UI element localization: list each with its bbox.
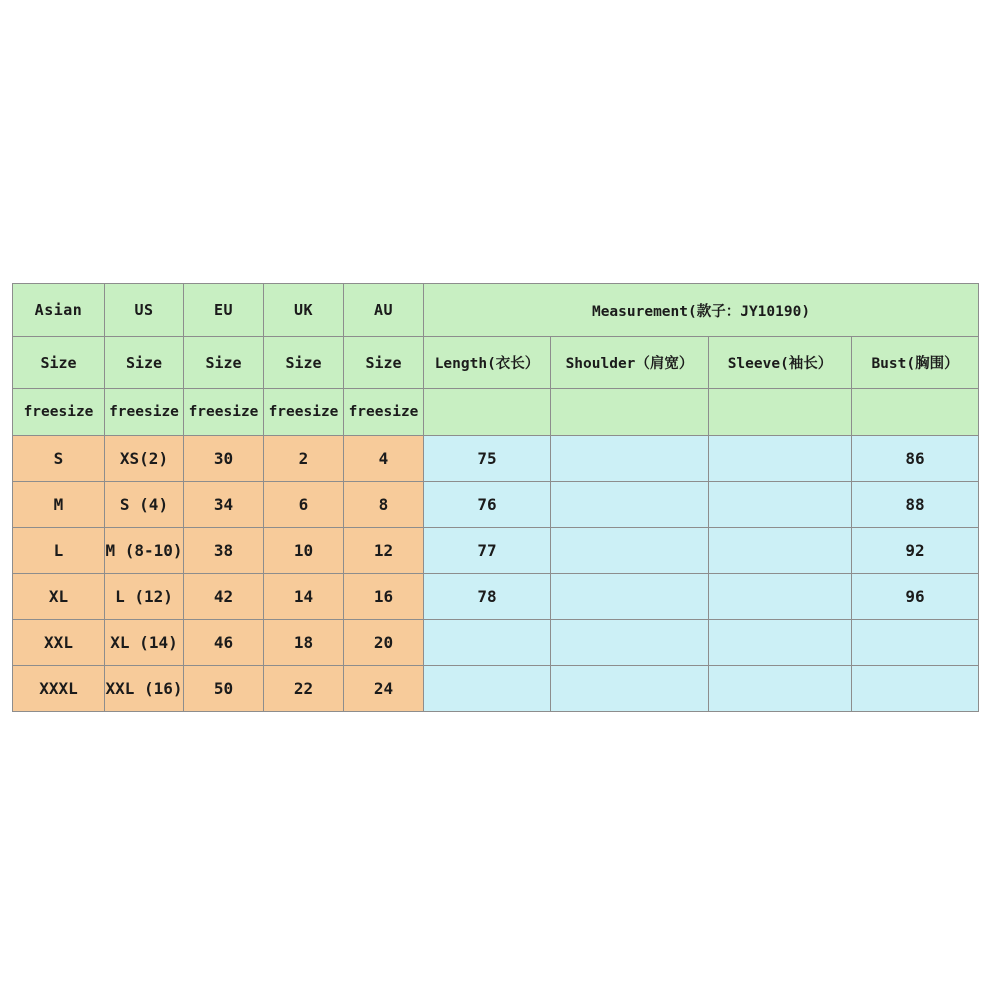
freesize-bust	[852, 389, 979, 436]
column-header-eu: EU	[184, 284, 264, 337]
subheader-uk-size: Size	[264, 337, 344, 389]
freesize-sleeve	[709, 389, 852, 436]
table-header-row	[13, 284, 979, 337]
cell-shoulder	[551, 666, 709, 712]
cell-sleeve	[709, 436, 852, 482]
freesize-shoulder	[551, 389, 709, 436]
cell-uk: 14	[264, 574, 344, 620]
subheader-shoulder: Shoulder（肩宽）	[551, 337, 709, 389]
cell-asian: L	[13, 528, 105, 574]
cell-shoulder	[551, 620, 709, 666]
cell-uk: 2	[264, 436, 344, 482]
freesize-asian: freesize	[13, 389, 105, 436]
cell-eu: 46	[184, 620, 264, 666]
size-chart-container	[12, 283, 978, 712]
subheader-sleeve: Sleeve(袖长）	[709, 337, 852, 389]
cell-asian: S	[13, 436, 105, 482]
table-row-freesize	[13, 389, 979, 436]
cell-bust: 96	[852, 574, 979, 620]
cell-us: M (8-10)	[105, 528, 184, 574]
cell-au: 24	[344, 666, 424, 712]
cell-au: 12	[344, 528, 424, 574]
cell-uk: 22	[264, 666, 344, 712]
subheader-eu-size: Size	[184, 337, 264, 389]
cell-eu: 30	[184, 436, 264, 482]
subheader-au-size: Size	[344, 337, 424, 389]
freesize-au: freesize	[344, 389, 424, 436]
cell-us: XL (14)	[105, 620, 184, 666]
cell-eu: 34	[184, 482, 264, 528]
cell-sleeve	[709, 482, 852, 528]
cell-shoulder	[551, 574, 709, 620]
cell-au: 4	[344, 436, 424, 482]
table-row	[13, 436, 979, 482]
column-header-measurement: Measurement(款子：JY10190)	[424, 284, 979, 337]
table-subheader-row	[13, 337, 979, 389]
cell-au: 20	[344, 620, 424, 666]
column-header-us: US	[105, 284, 184, 337]
cell-length	[424, 666, 551, 712]
column-header-asian: Asian	[13, 284, 105, 337]
table-row	[13, 620, 979, 666]
table-row	[13, 574, 979, 620]
freesize-eu: freesize	[184, 389, 264, 436]
cell-uk: 18	[264, 620, 344, 666]
cell-us: S (4)	[105, 482, 184, 528]
cell-au: 8	[344, 482, 424, 528]
table-row	[13, 528, 979, 574]
cell-shoulder	[551, 436, 709, 482]
freesize-us: freesize	[105, 389, 184, 436]
column-header-uk: UK	[264, 284, 344, 337]
table-row	[13, 666, 979, 712]
cell-bust: 88	[852, 482, 979, 528]
freesize-uk: freesize	[264, 389, 344, 436]
subheader-length: Length(衣长）	[424, 337, 551, 389]
cell-us: XXL (16)	[105, 666, 184, 712]
subheader-us-size: Size	[105, 337, 184, 389]
cell-sleeve	[709, 620, 852, 666]
subheader-asian-size: Size	[13, 337, 105, 389]
cell-bust	[852, 666, 979, 712]
cell-shoulder	[551, 482, 709, 528]
cell-au: 16	[344, 574, 424, 620]
cell-asian: XL	[13, 574, 105, 620]
cell-asian: XXL	[13, 620, 105, 666]
cell-bust: 92	[852, 528, 979, 574]
cell-length: 77	[424, 528, 551, 574]
cell-uk: 6	[264, 482, 344, 528]
cell-eu: 42	[184, 574, 264, 620]
cell-length: 78	[424, 574, 551, 620]
cell-length: 76	[424, 482, 551, 528]
cell-sleeve	[709, 574, 852, 620]
cell-bust: 86	[852, 436, 979, 482]
table-row	[13, 482, 979, 528]
cell-sleeve	[709, 666, 852, 712]
subheader-bust: Bust(胸围）	[852, 337, 979, 389]
cell-eu: 50	[184, 666, 264, 712]
cell-asian: XXXL	[13, 666, 105, 712]
freesize-length	[424, 389, 551, 436]
cell-us: XS(2)	[105, 436, 184, 482]
cell-uk: 10	[264, 528, 344, 574]
cell-length: 75	[424, 436, 551, 482]
cell-length	[424, 620, 551, 666]
cell-asian: M	[13, 482, 105, 528]
column-header-au: AU	[344, 284, 424, 337]
cell-bust	[852, 620, 979, 666]
cell-shoulder	[551, 528, 709, 574]
size-chart-table	[12, 283, 979, 712]
cell-eu: 38	[184, 528, 264, 574]
cell-us: L (12)	[105, 574, 184, 620]
cell-sleeve	[709, 528, 852, 574]
